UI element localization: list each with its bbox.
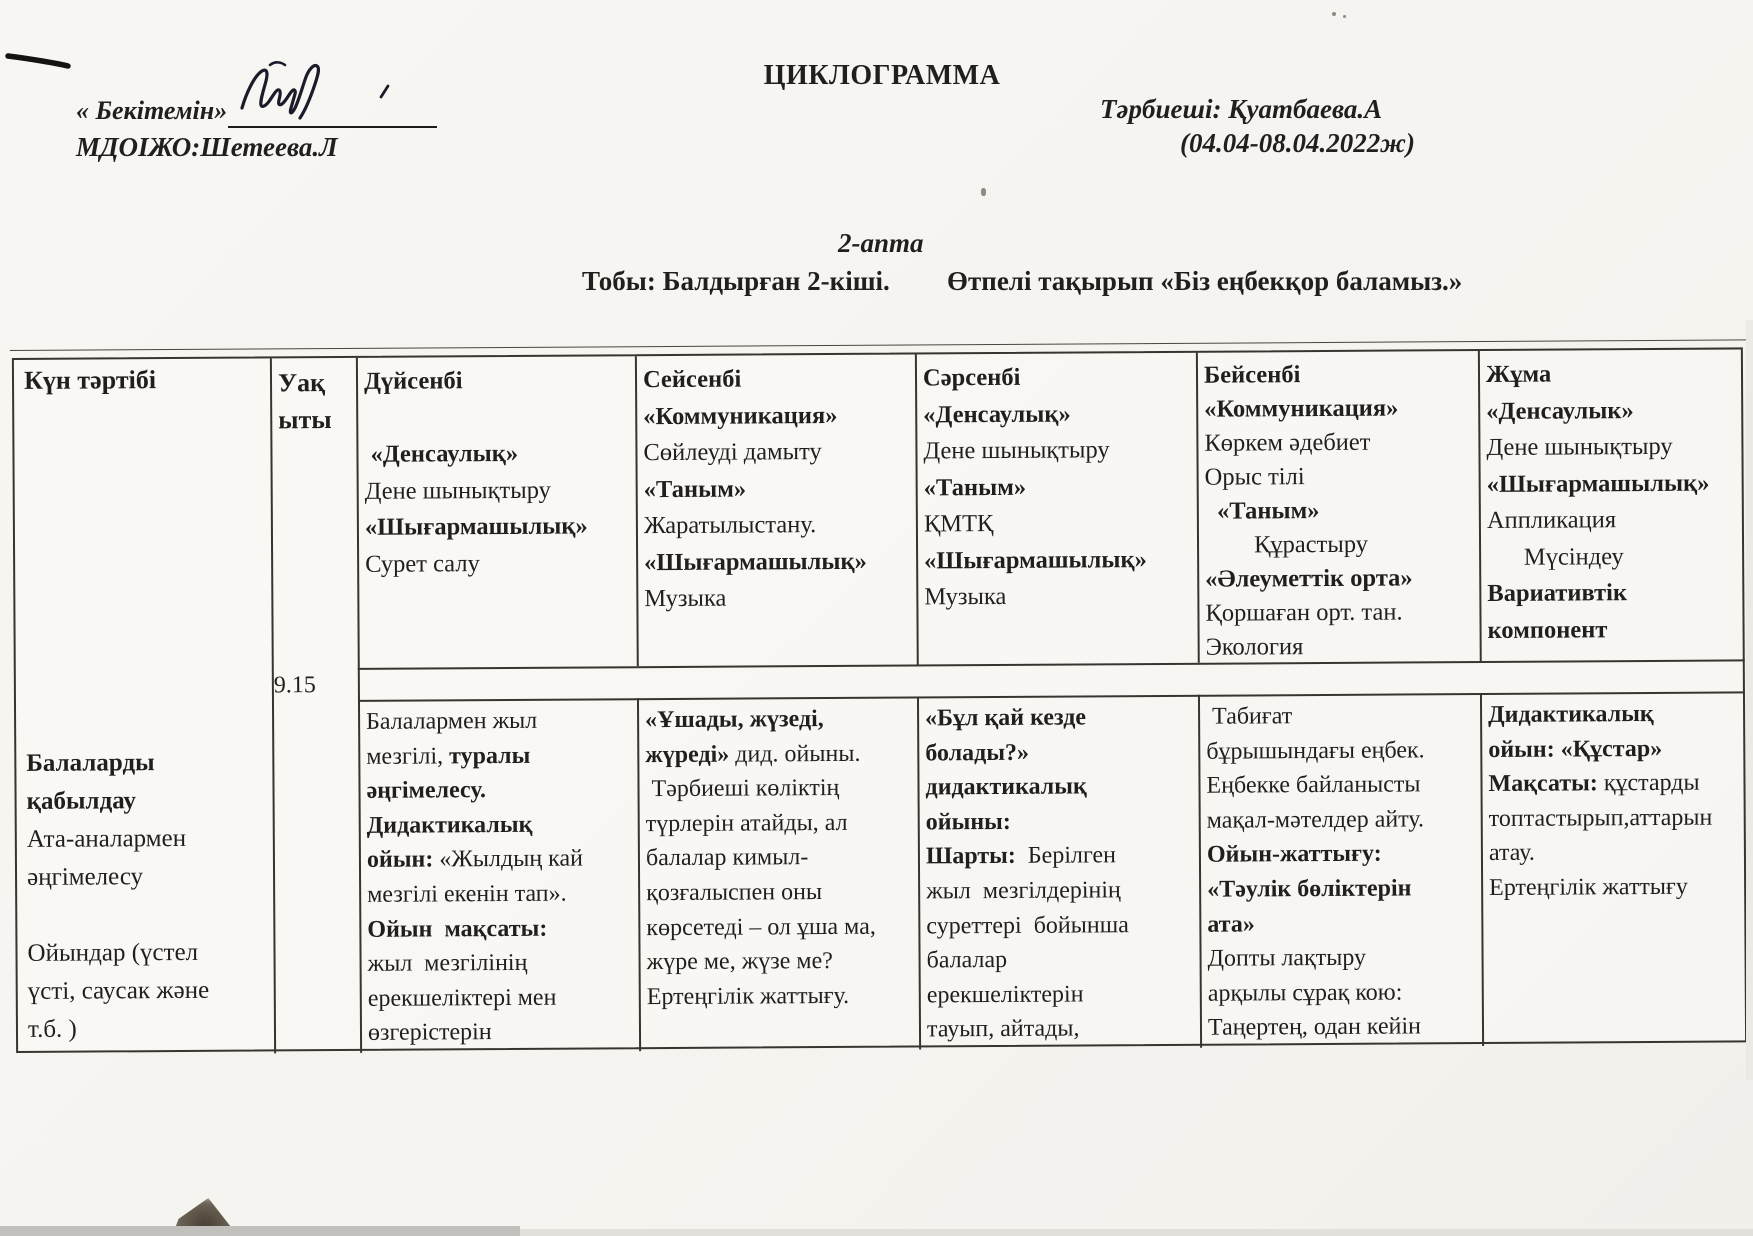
tuesday-activity-cell: «Ұшады, жүзеді, жүреді» дид. ойыны. Тәрбиеші көліктің түрлерін атайды, ал балалар кимыл- қозғалыспен оны көрсетеді – ол ұша ма, жүре ме, жүзе ме? Ертеңгілік жаттығу. (645, 706, 876, 1010)
theme-label: Өтпелі тақырып «Біз еңбекқор баламыз.» (947, 266, 1463, 296)
scan-speck (1343, 15, 1346, 18)
table-grid-line (358, 659, 1745, 669)
table-grid-line (270, 358, 276, 1053)
wednesday-activity-cell: «Бұл қай кезде болады?» дидактикалық ойыны: Шарты: Берілген жыл мезгілдерінің суреттері бойынша балалар ерекшеліктерін тауып, айтады, (925, 704, 1129, 1043)
pen-dash-mark-icon (4, 50, 74, 72)
friday-subjects-cell: Жұма «Денсаулык» Дене шынықтыру «Шығармашылық» Аппликация Мүсіндеу Вариативтік компонент (1485, 360, 1710, 644)
time-value: 9.15 (273, 672, 316, 699)
table-grid-line (635, 356, 639, 666)
group-label: Тобы: Балдырған 2-кіші. (582, 266, 890, 296)
thursday-subjects-cell: Бейсенбі «Коммуникация» Көркем әдебиет Орыс тілі «Таным» Құрастыру «Әлеуметтік орта» Қоршаған орт. тан. Экология (1203, 361, 1413, 661)
document-title: ЦИКЛОГРАММА (763, 60, 1001, 91)
teacher-line: Тәрбиеші: Қуатбаева.А (1100, 94, 1383, 124)
table-grid-line (1196, 353, 1200, 663)
table-grid-line (1198, 695, 1202, 1048)
monday-subjects-cell: Дүйсенбі «Денсаулық» Дене шынықтыру «Шығармашылық» Сурет салу (363, 367, 588, 578)
scan-edge-strip (520, 1229, 1753, 1236)
table-grid-line (1480, 693, 1484, 1046)
table-grid-line (915, 354, 919, 664)
scan-edge-strip (1746, 320, 1753, 1080)
thursday-activity-cell: Табиғат бұрышындағы еңбек. Еңбекке байланысты мақал-мәтелдер айту. Ойын-жаттығу: «Тәулік бөліктерін ата» Допты лақтыру арқылы сұрақ кою: Таңертең, одан кейін (1206, 703, 1425, 1042)
friday-activity-cell: Дидактикалық ойын: «Құстар» Мақсаты: құстарды топтастырып,аттарын атау. Ертеңгілік жаттығу (1488, 700, 1713, 901)
tuesday-subjects-cell: Сейсенбі «Коммуникация» Сөйлеуді дамыту «Таным» Жаратылыстану. «Шығармашылық» Музыка (642, 365, 867, 613)
scan-speck (1332, 12, 1336, 16)
column-header-time: Уақ ыты (277, 368, 332, 435)
schedule-table (12, 347, 1747, 1053)
scan-speck (981, 188, 986, 196)
signature-line (228, 126, 437, 128)
wednesday-subjects-cell: Сәрсенбі «Денсаулық» Дене шынықтыру «Таным» ҚМТҚ «Шығармашылық» Музыка (922, 363, 1147, 611)
signature-scribble-icon (236, 60, 406, 124)
org-line: МДОІЖО:Шетеева.Л (76, 132, 338, 162)
approval-label: « Бекітемін» (76, 96, 228, 125)
week-label: 2-апта (838, 228, 924, 258)
table-grid-line (917, 696, 921, 1049)
column-header-daily-routine: Күн тәртібі (23, 365, 157, 395)
table-grid-line (637, 698, 641, 1051)
monday-activity-cell: Балалармен жыл мезгілі, туралы әңгімелесу. Дидактикалық ойын: «Жылдың кай мезгілі екенін тап». Ойын мақсаты: жыл мезгілінің ерекшеліктері мен өзгерістерін (366, 707, 583, 1047)
table-outer-top-border (10, 339, 1747, 351)
date-range: (04.04-08.04.2022ж) (1180, 128, 1415, 158)
scan-edge-strip (0, 1226, 520, 1236)
table-grid-line (1478, 351, 1482, 661)
table-grid-line (356, 358, 362, 1053)
daily-routine-cell: Балаларды қабылдау Ата-аналармен әңгімелесу Ойындар (үстел үсті, саусак және т.б. ) (26, 749, 210, 1043)
